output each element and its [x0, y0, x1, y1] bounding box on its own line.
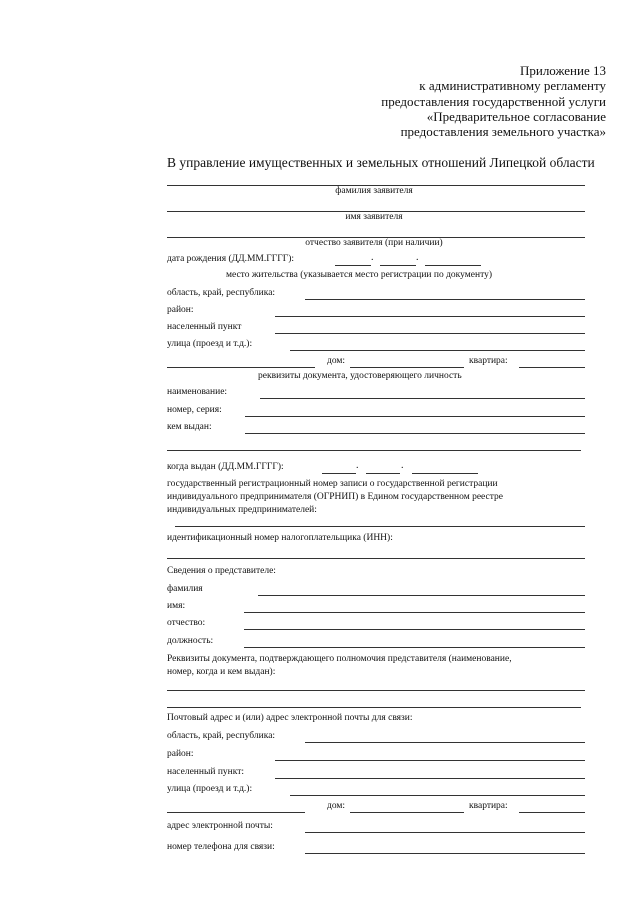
ogrnip-text-3: индивидуальных предпринимателей: — [167, 505, 317, 515]
c-address-extra-line — [167, 812, 305, 813]
c-email-field[interactable] — [305, 819, 585, 833]
c-email-label: адрес электронной почты: — [167, 821, 273, 831]
contact-title: Почтовый адрес и (или) адрес электронной почты для связи: — [167, 713, 413, 723]
date-separator: . — [371, 252, 374, 263]
c-region-field[interactable] — [305, 729, 585, 743]
appendix-number: Приложение 13 — [519, 63, 606, 78]
issue-date-label: когда выдан (ДД.ММ.ГГГГ): — [167, 462, 284, 472]
date-separator: . — [356, 460, 359, 471]
c-apartment-field[interactable] — [519, 799, 585, 813]
surname-field[interactable] — [167, 172, 585, 186]
issue-year-field[interactable] — [412, 460, 478, 474]
appendix-line-2: к административному регламенту — [419, 78, 606, 93]
rep-authority-extra-line — [167, 707, 581, 708]
region-field[interactable] — [305, 286, 585, 300]
patronymic-caption: отчество заявителя (при наличии) — [305, 238, 443, 248]
addressee: В управление имущественных и земельных отношений Липецкой области — [167, 155, 595, 170]
issue-month-field[interactable] — [366, 460, 400, 474]
ogrnip-field[interactable] — [175, 513, 585, 527]
locality-label: населенный пункт — [167, 322, 242, 332]
rep-surname-label: фамилия — [167, 584, 203, 594]
representative-title: Сведения о представителе: — [167, 566, 276, 576]
date-separator: . — [416, 252, 419, 263]
district-label: район: — [167, 305, 194, 315]
c-house-label: дом: — [327, 801, 346, 811]
locality-field[interactable] — [275, 320, 585, 334]
c-phone-field[interactable] — [305, 840, 585, 854]
rep-position-field[interactable] — [244, 634, 585, 648]
c-locality-label: населенный пункт: — [167, 767, 245, 777]
apartment-label: квартира: — [469, 356, 508, 366]
ogrnip-text-2: индивидуального предпринимателя (ОГРНИП) в Едином государственном реестре — [167, 492, 503, 502]
birth-date-label: дата рождения (ДД.ММ.ГГГГ): — [167, 254, 294, 264]
street-field[interactable] — [290, 337, 585, 351]
apartment-field[interactable] — [519, 354, 585, 368]
c-street-label: улица (проезд и т.д.): — [167, 784, 253, 794]
c-region-label: область, край, республика: — [167, 731, 276, 741]
c-street-field[interactable] — [290, 782, 585, 796]
doc-issuer-field[interactable] — [245, 420, 585, 434]
inn-field[interactable] — [167, 545, 585, 559]
doc-number-label: номер, серия: — [167, 405, 222, 415]
birth-day-field[interactable] — [335, 252, 371, 266]
doc-name-label: наименование: — [167, 387, 228, 397]
identity-doc-caption: реквизиты документа, удостоверяющего личность — [258, 371, 462, 381]
birth-month-field[interactable] — [380, 252, 416, 266]
c-district-label: район: — [167, 749, 194, 759]
rep-surname-field[interactable] — [258, 582, 585, 596]
issue-day-field[interactable] — [322, 460, 356, 474]
rep-name-label: имя: — [167, 601, 186, 611]
rep-patronymic-field[interactable] — [244, 616, 585, 630]
district-field[interactable] — [275, 303, 585, 317]
rep-authority-field[interactable] — [167, 677, 585, 691]
rep-authority-text-1: Реквизиты документа, подтверждающего полномочия представителя (наименование, — [167, 654, 512, 664]
ogrnip-text-1: государственный регистрационный номер записи о государственной регистрации — [167, 479, 498, 489]
rep-patronymic-label: отчество: — [167, 618, 206, 628]
appendix-line-5: предоставления земельного участка» — [400, 124, 606, 139]
address-extra-line — [167, 367, 315, 368]
appendix-line-3: предоставления государственной услуги — [381, 94, 606, 109]
rep-position-label: должность: — [167, 636, 214, 646]
name-field[interactable] — [167, 198, 585, 212]
surname-caption: фамилия заявителя — [335, 186, 413, 196]
house-field[interactable] — [350, 354, 464, 368]
doc-number-field[interactable] — [245, 403, 585, 417]
name-caption: имя заявителя — [345, 212, 403, 222]
inn-label: идентификационный номер налогоплательщика (ИНН): — [167, 533, 393, 543]
patronymic-field[interactable] — [167, 224, 585, 238]
rep-name-field[interactable] — [244, 599, 585, 613]
c-district-field[interactable] — [275, 747, 585, 761]
c-house-field[interactable] — [350, 799, 464, 813]
c-apartment-label: квартира: — [469, 801, 508, 811]
doc-name-field[interactable] — [260, 385, 585, 399]
doc-issuer-extra-line — [167, 450, 581, 451]
residence-caption: место жительства (указывается место регистрации по документу) — [226, 270, 493, 280]
birth-year-field[interactable] — [425, 252, 481, 266]
date-separator: . — [401, 460, 404, 471]
street-label: улица (проезд и т.д.): — [167, 339, 253, 349]
c-phone-label: номер телефона для связи: — [167, 842, 275, 852]
appendix-line-4: «Предварительное согласование — [426, 109, 606, 124]
c-locality-field[interactable] — [275, 765, 585, 779]
house-label: дом: — [327, 356, 346, 366]
region-label: область, край, республика: — [167, 288, 276, 298]
rep-authority-text-2: номер, когда и кем выдан): — [167, 667, 276, 677]
doc-issuer-label: кем выдан: — [167, 422, 212, 432]
